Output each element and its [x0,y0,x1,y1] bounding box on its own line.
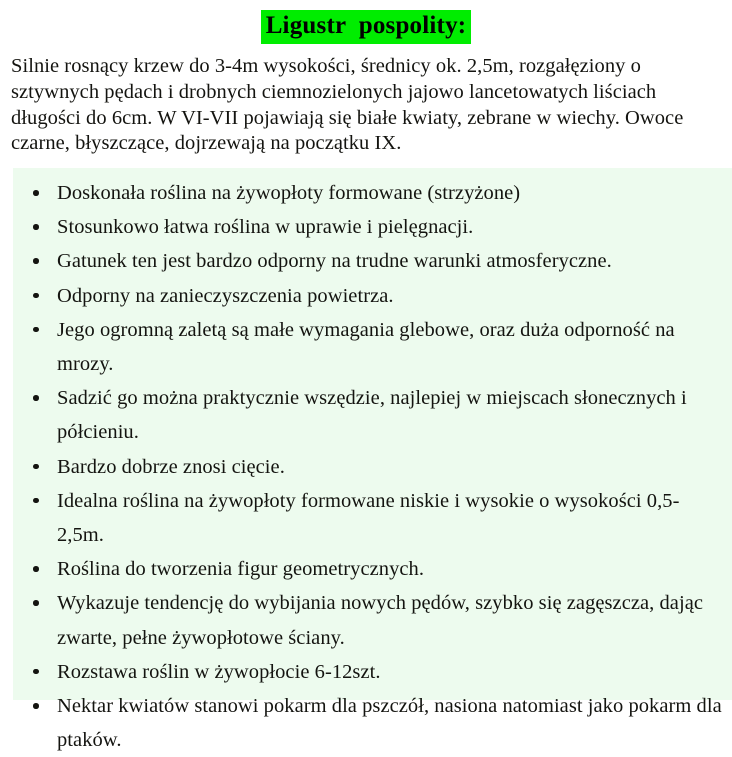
bullet-point-icon [33,327,39,333]
bullet-point-icon [33,464,39,470]
bullet-point-icon [33,703,39,709]
list-item-label: Sadzić go można praktycznie wszędzie, najlepiej w miejscach słonecznych i półcieniu. [57,387,687,444]
list-item [13,689,726,757]
list-item-label: Bardzo dobrze znosi cięcie. [57,455,285,478]
bullet-point-icon [33,190,39,196]
bullet-point-icon [33,600,39,606]
list-item [13,313,726,381]
list-item-label: Doskonała roślina na żywopłoty formowane (strzyżone) [57,182,521,204]
bullet-point-icon [33,498,39,504]
intro-paragraph: Silnie rosnący krzew do 3-4m wysokości, średnicy ok. 2,5m, rozgałęziony o sztywnych pędach i drobnych ciemnozielonych jajowo lancetowatych liściach długości do 6cm. W VI-VII pojawiają się białe kwiaty, zebrane w wiechy. Owoce czarne, błyszczące, dojrzewają na początku IX. [11,55,684,155]
list-item [13,655,726,689]
bullet-point-icon [33,566,39,572]
list-item [13,279,726,313]
list-item [13,244,726,278]
list-item [13,586,726,654]
list-item-label: Nektar kwiatów stanowi pokarm dla pszczół, nasiona natomiast jako pokarm dla ptaków. [57,695,722,752]
bullet-point-icon [33,669,39,675]
list-item-label: Rozstawa roślin w żywopłocie 6-12szt. [57,660,381,683]
list-item [13,381,726,449]
list-item [13,210,726,244]
bullet-point-icon [33,258,39,264]
list-item [13,484,726,552]
list-item-label: Idealna roślina na żywopłoty formowane niskie i wysokie o wysokości 0,5-2,5m. [57,489,680,547]
bullet-point-icon [33,293,39,299]
title-row [0,0,732,48]
list-item [13,176,726,210]
features-list [13,176,726,757]
list-item-label: Jego ogromną zaletą są małe wymagania glebowe, oraz duża odporność na mrozy. [57,318,675,376]
list-item-label: Wykazuje tendencję do wybijania nowych pędów, szybko się zagęszcza, dając zwarte, pełne żywopłotowe ściany. [57,592,703,649]
list-item-label: Roślina do tworzenia figur geometrycznych. [57,558,424,581]
list-item [13,450,726,484]
list-item-label: Odporny na zanieczyszczenia powietrza. [57,284,394,307]
bullet-point-icon [33,224,39,230]
list-item-label: Stosunkowo łatwa roślina w uprawie i pielęgnacji. [57,216,474,239]
list-item-label: Gatunek ten jest bardzo odporny na trudne warunki atmosferyczne. [57,250,612,273]
features-panel [13,168,732,752]
list-item [13,552,726,586]
bullet-point-icon [33,395,39,401]
page-title: Ligustr pospolity: [261,10,472,44]
